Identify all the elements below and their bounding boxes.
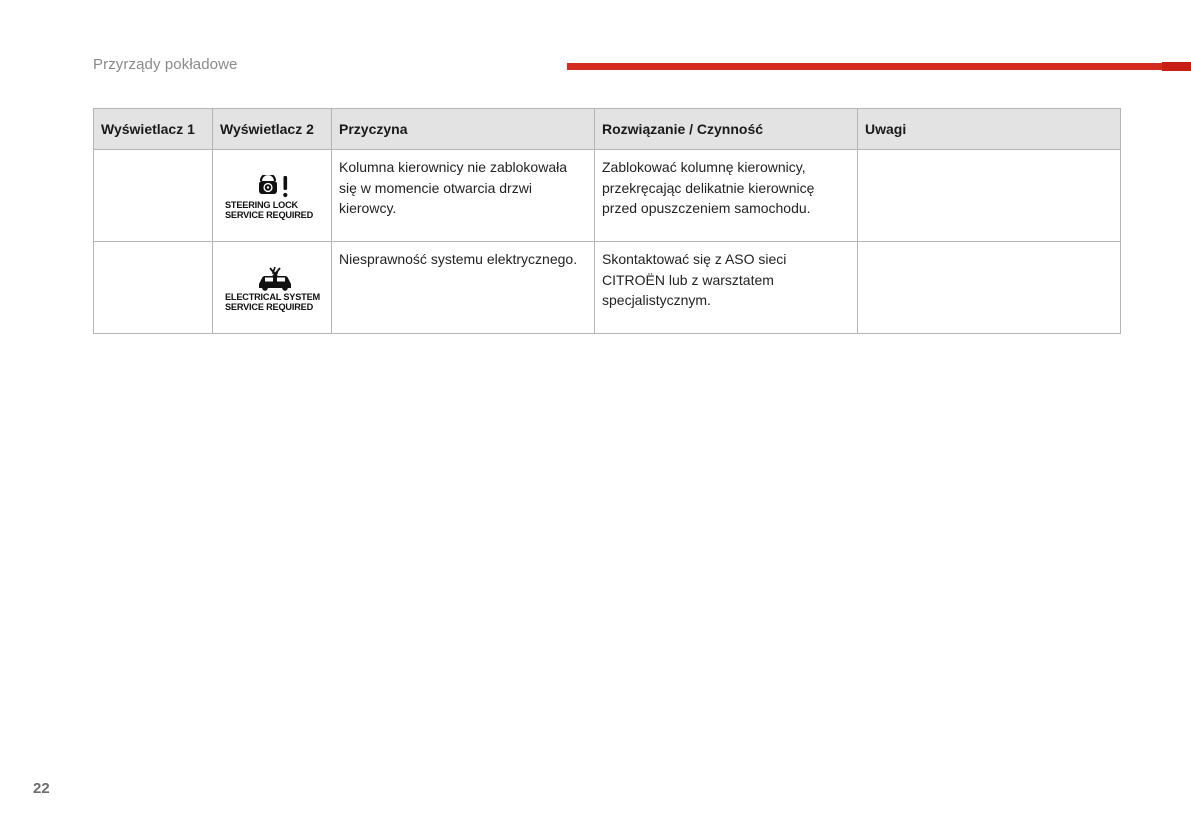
page-number: 22 [33, 780, 50, 797]
column-header-cause: Przyczyna [332, 109, 595, 150]
electrical-fault-car-icon [255, 267, 295, 291]
display-1-cell [94, 242, 213, 334]
display-caption-line-1: STEERING LOCK [225, 200, 298, 210]
column-header-notes: Uwagi [858, 109, 1121, 150]
display-2-cell [213, 150, 332, 242]
solution-cell: Zablokować kolumnę kierownicy, przekręcając delikatnie kierownicę przed opuszczeniem samochodu. [595, 150, 858, 242]
notes-cell [858, 150, 1121, 242]
display-caption-line-1: ELECTRICAL SYSTEM [225, 292, 320, 302]
display-caption-line-2: SERVICE REQUIRED [225, 302, 314, 312]
table-header-row [94, 109, 1121, 150]
steering-lock-warning-icon [255, 175, 295, 199]
column-header-solution: Rozwiązanie / Czynność [595, 109, 858, 150]
solution-cell: Skontaktować się z ASO sieci CITROËN lub z warsztatem specjalistycznym. [595, 242, 858, 334]
header-accent-bar [567, 63, 1191, 70]
display-caption-line-2: SERVICE REQUIRED [225, 210, 314, 220]
section-title: Przyrządy pokładowe [93, 56, 238, 73]
header-accent-bar-end [1162, 62, 1191, 71]
column-header-display-1: Wyświetlacz 1 [94, 109, 213, 150]
table-row [94, 242, 1121, 334]
cause-cell: Kolumna kierownicy nie zablokowała się w momencie otwarcia drzwi kierowcy. [332, 150, 595, 242]
warning-messages-table [93, 108, 1121, 334]
display-2-cell [213, 242, 332, 334]
column-header-display-2: Wyświetlacz 2 [213, 109, 332, 150]
notes-cell [858, 242, 1121, 334]
display-1-cell [94, 150, 213, 242]
cause-cell: Niesprawność systemu elektrycznego. [332, 242, 595, 334]
table-row [94, 150, 1121, 242]
